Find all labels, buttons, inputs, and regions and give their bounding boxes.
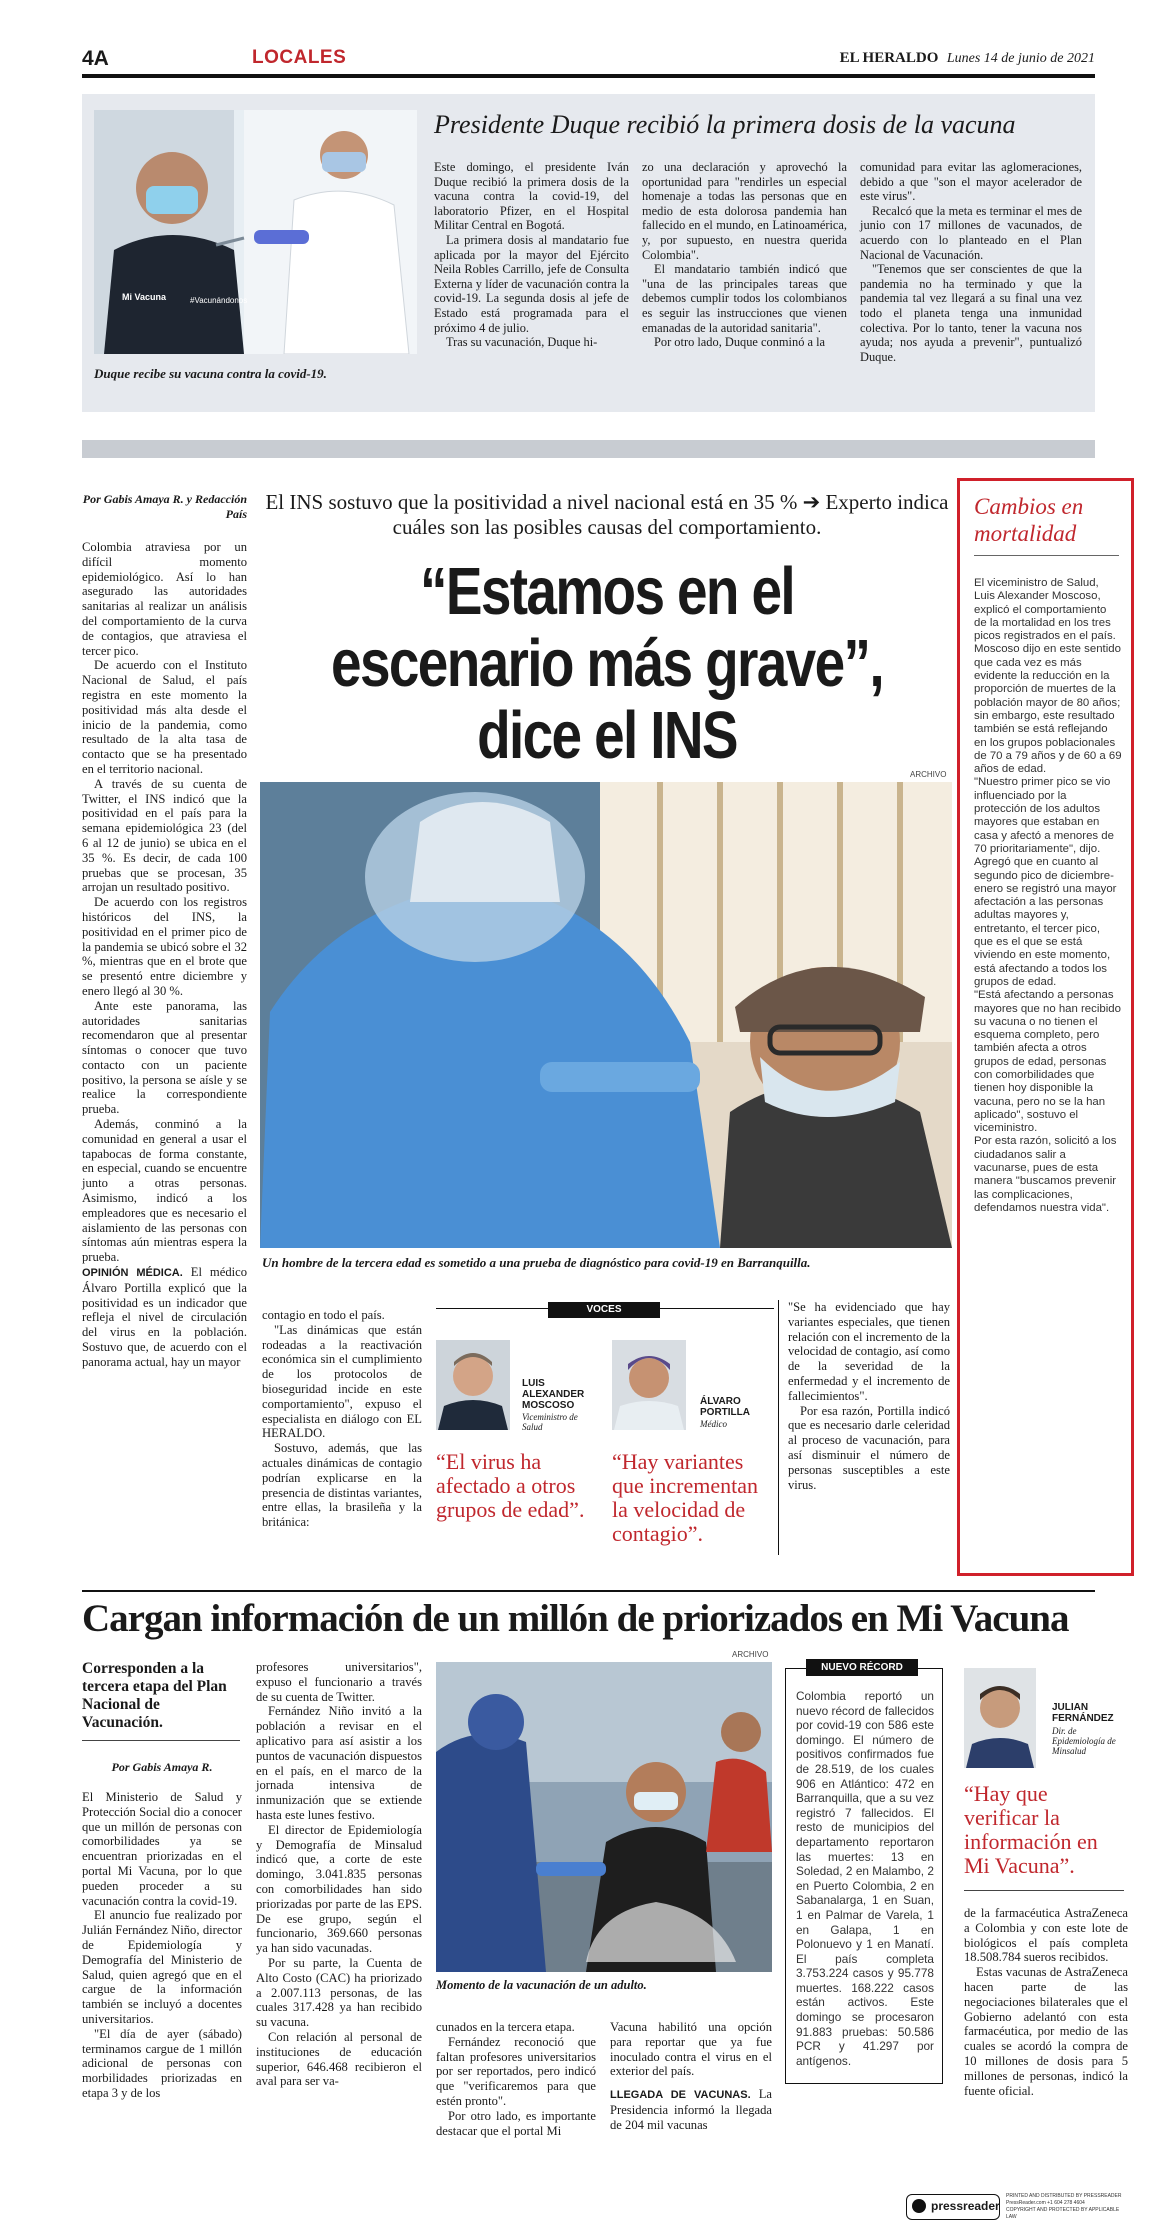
bottom-col-5 [964,1906,1128,2098]
sidebar-title: Cambios en mortalidad [974,494,1084,546]
subhead-llegada: LLEGADA DE VACUNAS. [610,2089,751,2102]
top-story-para: comunidad para evitar las aglomeraciones, debido a que "son el mayor acelerador de este virus". [860,160,1082,204]
newspaper-name: EL HERALDO [839,50,939,66]
main-photo-caption: Un hombre de la tercera edad es sometido a una prueba de diagnóstico para covid-19 en Barranquilla. [262,1255,811,1270]
top-story-col-2 [642,160,847,350]
voces-quote-1: “El virus ha afectado a otros grupos de edad”. [436,1449,585,1522]
top-story-para: Por otro lado, Duque conminó a la [654,335,826,350]
mortality-sidebar [957,478,1134,1576]
top-story-para: Tras su vacunación, Duque hi- [446,335,598,350]
deck-rule [82,1740,240,1741]
main-story-photo [260,782,952,1248]
page-number: 4A [82,47,109,70]
bottom-para: Por otro lado, es importante destacar que el portal Mi [436,2108,596,2138]
header-rule [82,74,1095,78]
top-story-para: El mandatario también indicó que "una de las principales tareas que debemos cumplir todos los colombianos es seguir las instrucciones que vienen emanadas de la autoridad sanitaria". [642,262,847,335]
duque-vaccine-photo [94,110,417,354]
covid-test-illustration [260,782,952,1248]
main-kicker: El INS sostuvo que la positividad a nivel nacional está en 35 % ➔ Experto indica cuáles son las posibles causas del comportamiento. [265,490,949,539]
quote-role: Dir. de Epidemiología de Minsalud [1052,1726,1116,1756]
voces-role-1: Viceministro de Salud [522,1412,578,1432]
record-text: Colombia reportó un nuevo récord de fallecidos por covid-19 con 586 este domingo. El número de positivos confirmados fue de 28.519, de los cuales 906 en Atlántico: 472 en Barranquilla, que a su vez registró 7 fallecidos. El resto de municipios del departamento reportaron las muertes: 13 en Soledad, 2 en Malambo, 2 en Puerto Colombia, 2 en Sabanalarga, 1 en Suan, 1 en Palmar de Varela, 1 en Galapa, 1 en Polonuevo y 1 en Manatí. El país completa 3.753.224 casos y 95.778 muertes. 168.222 casos están activos. Este domingo se procesaron 91.883 pruebas: 50.586 PCR y 41.297 por antígenos. [796,1689,934,2068]
bottom-photo-credit: ARCHIVO [732,1650,769,1659]
main-para: Sostuvo, además, que las actuales dinámicas de contagio podrían explicarse en la presencia de distintas variantes, entre ellas, la brasileña y la británica: [262,1441,422,1530]
bottom-headline: Cargan información de un millón de priorizados en Mi Vacuna [82,1597,1069,1640]
main-para: Por esa razón, Portilla indicó que es necesario darle celeridad al proceso de vacunación, para así disminuir el número de personas susceptibles a este virus. [788,1403,950,1492]
moscoso-portrait-illustration [436,1340,510,1430]
footer-fine-print: PRINTED AND DISTRIBUTED BY PRESSREADER PressReader.com +1 604 278 4604 COPYRIGHT AND PROTECTED BY APPLICABLE LAW [1006,2193,1122,2220]
bottom-para: El Ministerio de Salud y Protección Social dio a conocer que un millón de personas con comorbilidades ya se encuentran priorizadas en el portal Mi Vacuna, por lo que pueden proceder a su vacunación contra la covid-19. [82,1790,242,1908]
voces-quote-2: “Hay variantes que incrementan la velocidad de contagio”. [612,1449,758,1546]
main-left-column [82,540,247,1370]
section-divider [82,440,1095,458]
bottom-para: de la farmacéutica AstraZeneca a Colombia y con este lote de biológicos el país completa 18.508.784 sueros recibidos. [964,1906,1128,1965]
bottom-para: profesores universitarios", expuso el funcionario a través de su cuenta de Twitter. [256,1660,422,1704]
portilla-portrait-illustration [612,1340,686,1430]
section-label: LOCALES [252,47,347,68]
bottom-para: Vacuna habilitó una opción para reportar que ya fue inoculado contra el virus en el exterior del país. [610,2020,772,2079]
main-para: A través de su cuenta de Twitter, el INS indicó que la positividad en el país para la semana epidemiológica 23 (del 6 al 12 de junio) se ubica en el 35 %. Es decir, de cada 100 pruebas que se procesan, 35 arrojan un resultado positivo. [82,776,247,895]
shirt-hashtag: #Vacunándonos [190,296,248,305]
main-para: Ante este panorama, las autoridades sanitarias recomendaron que al presentar síntomas o conocer que tuvo contacto con un paciente positivo, la persona se aísle y se realice la correspondiente prueba. [82,998,247,1117]
bottom-col-3 [436,2020,596,2138]
bottom-para: El anuncio fue realizado por Julián Fernández Niño, director de Epidemiología y Demografía del Ministerio de Salud, quien agregó que en el cargue de la información también se incluyó a docentes universitarios. [82,1908,242,2026]
bottom-para: Fernández reconoció que faltan profesores universitarios por ser reportados, pero indicó que "verificaremos para que estén pronto". [436,2034,596,2108]
sidebar-para: Moscoso dijo en este sentido que cada vez es más evidente la reducción en la proporción de muertes de la población mayor de 80 años; sin embargo, este resultado también se está reflejando en los grupos poblacionales de 70 a 79 años y de 60 a 69 años de edad. [974,643,1122,776]
bottom-para: El director de Epidemiología y Demografía de Minsalud indicó que, a corte de este domingo, 3.041.835 personas con comorbilidades han sido priorizadas por parte de las EPS. De ese grupo, según el funcionario, 369.660 personas ya han sido vacunadas. [256,1822,422,1956]
bottom-photo-caption: Momento de la vacunación de un adulto. [436,1978,647,1992]
main-para: De acuerdo con los registros históricos del INS, la positividad en el primer pico de la pandemia se ubicó sobre el 32 %, mientras que en el brote que se presentó entre diciembre y enero llegó al 30 %. [82,895,247,998]
fernandez-portrait [964,1668,1036,1768]
voces-name-2: ÁLVARO PORTILLA [700,1396,750,1418]
top-story-title: Presidente Duque recibió la primera dosis de la vacuna [434,110,1016,139]
main-para: contagio en todo el país. [262,1308,385,1322]
sidebar-para: "Nuestro primer pico se vio influenciado por la protección de los adultos mayores que estaban en casa y afectó a menores de 70 prioritariamente", dijo. [974,776,1114,855]
top-story-para [434,160,629,233]
sidebar-para: "Está afectando a personas mayores que no han recibido su vacuna o no tienen el esquema completo, pero también afecta a otros grupos de edad, personas con comorbilidades que tienen hoy disponible la vacuna, pero no se la han aplicado", sostuvo el viceministro. [974,989,1121,1135]
pressreader-wordmark: pressreader [931,2199,1000,2213]
sidebar-rule [974,555,1119,556]
sidebar-para: Por esta razón, solicitó a los ciudadanos salir a vacunarse, pues de esta manera "buscamos prevenir las complicaciones, defendamos nuestra vida". [974,1135,1117,1214]
top-story-col-3 [860,160,1082,364]
duque-vaccine-illustration [94,110,417,354]
voces-role-2: Médico [700,1419,727,1429]
top-story-para: zo una declaración y aprovechó la oportunidad para "rendirles un especial homenaje a todas las personas que en medio de esta dolorosa pandemia han fallecido en el mundo, en Latinoamérica, y, por supuesto, en nuestra querida Colombia". [642,160,847,262]
portilla-portrait [612,1340,686,1430]
top-story-lead: Este domingo, el presidente Iván Duque recibió la primera dosis de la vacuna contra la covid-19, del laboratorio Pfizer, en el Hospital Militar Central en Bogotá. [434,160,629,233]
top-story-para: "Tenemos que ser conscientes de que la pandemia no ha terminado y que la pandemia tal vez llegará a su final una vez todo el planeta tenga una inmunidad colectiva. Por lo tanto, tener la vacuna nos ayuda; nos ayuda a prevenir", puntualizó Duque. [860,262,1082,364]
bottom-byline: Por Gabis Amaya R. [111,1760,213,1774]
record-label: NUEVO RÉCORD [806,1659,918,1676]
bottom-para: Con relación al personal de instituciones de educación superior, 646.468 recibieron el aval para ser va- [256,2029,422,2089]
top-story-para: La primera dosis al mandatario fue aplicada por la mayor del Ejército Neila Robles Carrillo, jefe de Consulta Externa y líder de vacunación contra la covid-19. La segunda dosis al jefe de Estado está programada para el próximo 4 de julio. [434,232,629,335]
voces-divider [778,1300,779,1555]
bottom-para: Fernández Niño invitó a la población a revisar en el aplicativo para así asistir a los puntos de vacunación dispuestos en el país, en el marco de la jornada intensiva de inmunización que se extiende hasta este lunes festivo. [256,1704,422,1822]
bottom-para: Por su parte, la Cuenta de Alto Costo (CAC) ha priorizado a 2.007.113 personas, de las cuales 317.428 ya han recibido su vacuna. [256,1955,422,2030]
main-photo-credit: ARCHIVO [910,770,947,779]
main-para: Colombia atraviesa por un difícil momento epidemiológico. Así lo han asegurado las autoridades sanitarias al realizar un análisis del comportamiento de la curva de contagios, que atraviesa el tercer pico. [82,540,247,658]
sidebar-body [974,577,1122,1215]
bottom-para: "El día de ayer (sábado) terminamos cargue de 1 millón adicional de personas con morbilidades priorizadas en etapa 3 y de los [82,2026,242,2100]
main-para-text: El médico Álvaro Portilla explicó que la positividad es un indicador que refleja el nivel de circulación del virus en la población. Sostuvo que, de acuerdo con el panorama actual, hay un mayor [82,1265,247,1369]
pressreader-logo [906,2194,1000,2220]
quote-rule [964,1890,1124,1891]
page-dateline [840,50,1095,67]
quote-name: JULIAN FERNÁNDEZ [1052,1702,1114,1724]
main-para: De acuerdo con el Instituto Nacional de Salud, el país registra en este momento la positividad más alta desde el inicio de la pandemia, como resultado de la alta tasa de contacto que se ha presentado en el territorio nacional. [82,658,247,776]
shirt-logo: Mi Vacuna [122,292,167,302]
main-para [82,1265,247,1370]
moscoso-portrait [436,1340,510,1430]
bottom-story-photo [436,1662,772,1972]
voces-label: VOCES [548,1302,660,1318]
main-para: Además, conminó a la comunidad en general a usar el tapabocas de forma constante, en especial, cuando se encuentre junto a otras personas. Asimismo, indicó a los empleadores que es necesario el aislamiento de las personas con síntomas aún mientras espera la prueba. [82,1117,247,1265]
main-center-column [262,1308,422,1530]
main-headline: “Estamos en el escenario más grave”, dice el INS [331,554,883,773]
bottom-col-1 [82,1790,242,2101]
sidebar-para: Agregó que en cuanto al segundo pico de diciembre-enero se registró una mayor afectación a las personas adultas mayores y, entretanto, el tercer pico, que es el que se está viviendo en este momento, está afectando a todos los grupos de edad. [974,856,1117,988]
bottom-para: Estas vacunas de AstraZeneca hacen parte de las negociaciones bilaterales que el Gobierno adelantó con esta farmacéutica, por medio de las cuales se acordó la compra de 10 millones de dosis para 5 millones de personas, indicó la fuente oficial. [964,1965,1128,2098]
main-byline: Por Gabis Amaya R. y Redacción País [82,492,247,521]
top-story-col-1 [434,160,629,350]
subhead-opinion: OPINIÓN MÉDICA. [82,1267,183,1280]
voces-name-1: LUIS ALEXANDER MOSCOSO [522,1378,585,1411]
main-para: "Se ha evidenciado que hay variantes especiales, que tienen relación con el incremento de la velocidad de contagio, así como de la severidad de la enfermedad y el incremento de fallecimientos". [788,1300,950,1403]
bottom-story-rule [82,1590,1095,1592]
record-box [785,1662,943,2084]
bottom-col-4 [610,2020,772,2133]
main-right-column [788,1300,950,1492]
pressreader-icon [912,2199,926,2213]
issue-date: Lunes 14 de junio de 2021 [946,51,1095,66]
fernandez-quote: “Hay que verificar la información en Mi Vacuna”. [964,1781,1098,1878]
bottom-col-2 [256,1660,422,2089]
bottom-deck: Corresponden a la tercera etapa del Plan Nacional de Vacunación. [82,1660,227,1731]
bottom-para: cunados en la tercera etapa. [436,2020,575,2034]
main-para: "Las dinámicas que están rodeadas a la reactivación económica sin el cumplimiento de los protocolos de bioseguridad incide en este comportamiento", expuso el especialista en diálogo con EL HERALDO. [262,1322,422,1441]
bottom-para-text: La Presidencia informó la llegada de 204 mil vacunas [610,2087,772,2132]
bottom-para [610,2087,772,2132]
top-story-para: Recalcó que la meta es terminar el mes de junio con 17 millones de vacunados, de acuerdo con lo planteado en el Plan Nacional de Vacunación. [860,203,1082,262]
top-photo-caption: Duque recibe su vacuna contra la covid-19. [94,366,327,381]
vaccination-adult-illustration [436,1662,772,1972]
fernandez-portrait-illustration [964,1668,1036,1768]
sidebar-para: El viceministro de Salud, Luis Alexander Moscoso, explicó el comportamiento de la mortalidad en los tres picos registrados en el país. [974,577,1116,643]
top-story-box [82,94,1095,412]
